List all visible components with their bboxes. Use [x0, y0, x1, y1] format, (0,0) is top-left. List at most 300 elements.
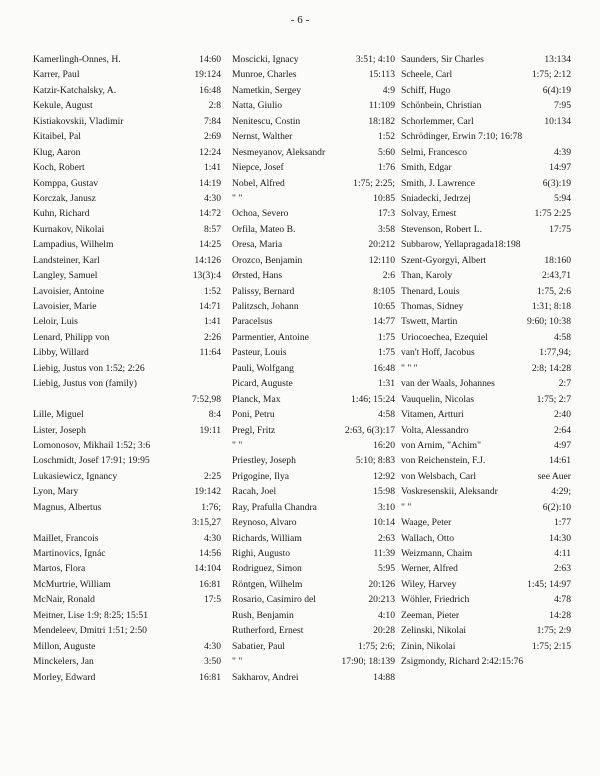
index-entry: [33, 438, 221, 453]
entry-name: Orozco, Benjamin: [232, 254, 303, 266]
index-entry: [33, 330, 221, 345]
entry-reference: 1:77,94;: [539, 347, 571, 359]
entry-name: Volta, Alessandro: [401, 424, 469, 436]
entry-name: Thenard, Louis: [401, 285, 460, 297]
entry-name: Tswett, Martin: [401, 316, 458, 328]
entry-reference: 1:75; 2:9: [536, 625, 571, 637]
index-entry: [232, 237, 395, 252]
entry-reference: 1:75; 2:25;: [353, 177, 395, 189]
index-entry: [232, 531, 395, 546]
index-entry: [33, 654, 221, 669]
index-entry: [232, 222, 395, 237]
index-entry: [33, 206, 221, 221]
entry-reference: 1:45; 14:97: [527, 578, 571, 590]
entry-reference: 2:40: [553, 409, 571, 421]
index-entry: [232, 145, 395, 160]
entry-name: Lukasiewicz, Ignancy: [33, 470, 118, 482]
entry-name: Rush, Benjamin: [232, 609, 294, 621]
entry-reference: 2:63: [553, 563, 571, 575]
index-entry: [401, 392, 571, 407]
entry-reference: 14:77: [373, 316, 395, 328]
entry-name: Katzir-Katchalsky, A.: [33, 84, 117, 96]
entry-reference: 10:65: [373, 301, 395, 312]
entry-reference: 14:126: [194, 254, 221, 266]
entry-name: Moscicki, Ignacy: [232, 54, 299, 65]
index-entry: [401, 330, 571, 345]
entry-name: Klug, Aaron: [33, 146, 81, 158]
index-entry: [401, 129, 571, 144]
entry-reference: 11:109: [368, 100, 395, 112]
index-entry: [33, 623, 221, 638]
entry-name: Zsigmondy, Richard 2:42:15:76: [401, 656, 524, 668]
entry-reference: 2:25: [203, 470, 221, 482]
index-entry: [232, 330, 395, 345]
index-entry: [33, 176, 221, 191]
entry-name: Parmentier, Antoine: [232, 331, 309, 343]
entry-name: Solvay, Ernest: [401, 208, 457, 220]
index-entry: [33, 314, 221, 329]
entry-name: " ": [232, 656, 243, 668]
index-entry: [232, 176, 395, 191]
index-entry: [232, 314, 395, 329]
entry-reference: 1:31; 8:18: [531, 301, 571, 312]
entry-reference: 2:8: [208, 100, 221, 112]
entry-reference: 2:43,71: [541, 270, 571, 282]
entry-name: Weizmann, Chaim: [401, 548, 473, 559]
entry-reference: 9:60; 10:38: [527, 316, 571, 328]
index-entry: [401, 453, 571, 468]
entry-name: Paracelsus: [232, 316, 273, 328]
index-entry: [232, 206, 395, 221]
entry-reference: 17:75: [549, 223, 571, 235]
entry-reference: 1:75; 2:12: [531, 69, 571, 81]
entry-reference: 7:52,98: [191, 393, 221, 405]
index-entry: [33, 608, 221, 623]
entry-name: Langley, Samuel: [33, 270, 98, 282]
entry-reference: 1:75; 2:7: [536, 393, 571, 405]
entry-name: Lenard, Philipp von: [33, 331, 110, 343]
entry-reference: 3:58: [377, 223, 395, 235]
entry-reference: 14:61: [549, 455, 571, 467]
entry-name: Nernst, Walther: [232, 131, 293, 143]
index-entry: [33, 114, 221, 129]
entry-name: Prigogine, Ilya: [232, 470, 290, 482]
index-entry: [401, 160, 571, 175]
index-entry: [401, 500, 571, 515]
entry-reference: 11:39: [373, 548, 395, 559]
entry-name: Lyon, Mary: [33, 486, 79, 498]
entry-name: von Arnim, "Achim": [401, 439, 482, 451]
entry-reference: 2:63, 6(3):17: [344, 424, 395, 436]
entry-name: Nenitescu, Costin: [232, 115, 301, 127]
index-entry: [232, 453, 395, 468]
entry-name: Libby, Willard: [33, 347, 89, 359]
entry-name: Pregl, Fritz: [232, 424, 276, 436]
entry-name: Richards, William: [232, 532, 302, 544]
entry-name: Lille, Miguel: [33, 409, 84, 421]
entry-reference: 8:4: [208, 409, 221, 421]
entry-reference: 7:95: [553, 100, 571, 112]
index-entry: [33, 98, 221, 113]
index-entry: [401, 592, 571, 607]
entry-name: Schrödinger, Erwin 7:10; 16:78: [401, 131, 523, 143]
entry-reference: 2:64: [553, 424, 571, 436]
index-entry: [232, 639, 395, 654]
entry-name: Saunders, Sir Charles: [401, 54, 484, 65]
entry-reference: 14:71: [199, 301, 221, 312]
index-entry: [33, 361, 221, 376]
entry-reference: 12:92: [373, 470, 395, 482]
entry-reference: 13(3):4: [192, 270, 221, 282]
entry-name: [33, 515, 47, 530]
entry-reference: 6(2):10: [542, 501, 571, 513]
entry-reference: 7:84: [203, 115, 221, 127]
entry-reference: 16:48: [199, 84, 221, 96]
entry-reference: 4:30: [203, 532, 221, 544]
entry-reference: 4:78: [553, 594, 571, 606]
entry-reference: 1:75: [377, 347, 395, 359]
entry-name: Ray, Prafulla Chandra: [232, 501, 317, 513]
index-entry: [401, 145, 571, 160]
index-entry: [33, 345, 221, 360]
entry-reference: 17:90; 18:139: [341, 656, 395, 668]
index-entry: [401, 546, 571, 561]
entry-name: Schönbein, Christian: [401, 100, 482, 112]
entry-reference: 4:97: [553, 439, 571, 451]
index-entry: [33, 670, 221, 685]
entry-reference: 13:134: [544, 54, 571, 65]
entry-name: Smith, Edgar: [401, 162, 452, 174]
index-entry: [401, 561, 571, 576]
index-entry: [33, 268, 221, 283]
entry-name: Karrer, Paul: [33, 69, 80, 81]
index-entry: [401, 206, 571, 221]
index-entry: [232, 114, 395, 129]
entry-reference: 17:5: [203, 594, 221, 606]
index-entry: [232, 515, 395, 530]
index-entry: [401, 376, 571, 391]
index-entry: [401, 83, 571, 98]
entry-name: Thomas, Sidney: [401, 301, 464, 312]
entry-reference: 16:81: [199, 578, 221, 590]
entry-name: Maillet, Francois: [33, 532, 99, 544]
index-entry: [401, 114, 571, 129]
entry-reference: 4:9: [382, 84, 395, 96]
entry-reference: 1:75, 2:6: [536, 285, 571, 297]
entry-name: " ": [401, 501, 412, 513]
index-entry: [232, 52, 395, 67]
index-entry: [232, 98, 395, 113]
entry-name: Righi, Augusto: [232, 548, 291, 559]
entry-reference: 10:85: [373, 192, 395, 204]
entry-name: Nesmeyanov, Aleksandr: [232, 146, 326, 158]
index-column-1: [33, 52, 221, 685]
entry-name: von Reichenstein, F.J.: [401, 455, 486, 467]
entry-name: Wiley, Harvey: [401, 578, 457, 590]
entry-reference: 1:76: [377, 162, 395, 174]
entry-name: Palissy, Bernard: [232, 285, 295, 297]
index-entry: [232, 129, 395, 144]
index-entry: [232, 67, 395, 82]
index-entry: [33, 191, 221, 206]
entry-name: Planck, Max: [232, 393, 281, 405]
index-entry: [232, 268, 395, 283]
entry-reference: 14:104: [194, 563, 221, 575]
entry-reference: 14:72: [199, 208, 221, 220]
entry-name: Millon, Auguste: [33, 640, 96, 652]
entry-reference: 5:94: [553, 192, 571, 204]
entry-name: Poni, Petru: [232, 409, 275, 421]
entry-name: von Welsbach, Carl: [401, 470, 476, 482]
entry-name: Lister, Joseph: [33, 424, 86, 436]
entry-name: Sniadecki, Jedrzej: [401, 192, 471, 204]
entry-name: Komppa, Gustav: [33, 177, 99, 189]
entry-name: Niepce, Josef: [232, 162, 284, 174]
index-entry: [401, 299, 571, 314]
entry-name: Picard, Auguste: [232, 378, 293, 390]
index-entry: [232, 191, 395, 206]
entry-name: " ": [232, 192, 243, 204]
entry-reference: 1:31: [377, 378, 395, 390]
entry-name: Zeeman, Pieter: [401, 609, 460, 621]
entry-reference: 14:88: [373, 671, 395, 683]
entry-reference: 4:30: [203, 640, 221, 652]
index-entry: [33, 515, 221, 530]
entry-reference: 17:3: [377, 208, 395, 220]
entry-reference: 16:48: [373, 362, 395, 374]
entry-reference: 8:57: [203, 223, 221, 235]
entry-name: Reynoso, Alvaro: [232, 517, 297, 529]
index-entry: [33, 500, 221, 515]
entry-name: Kuhn, Richard: [33, 208, 90, 220]
index-entry: [232, 500, 395, 515]
entry-name: Lavoisier, Antoine: [33, 285, 105, 297]
entry-reference: 15:98: [373, 486, 395, 498]
index-entry: [33, 237, 221, 252]
entry-name: Nametkin, Sergey: [232, 84, 302, 96]
entry-name: Loschmidt, Josef 17:91; 19:95: [33, 455, 150, 467]
index-entry: [232, 253, 395, 268]
entry-reference: 1:41: [203, 162, 221, 174]
entry-reference: 4:58: [377, 409, 395, 421]
index-entry: [232, 484, 395, 499]
entry-name: Martos, Flora: [33, 563, 86, 575]
entry-reference: 6(4):19: [542, 84, 571, 96]
index-entry: [401, 253, 571, 268]
entry-name: [33, 392, 47, 407]
entry-name: Kurnakov, Nikolai: [33, 223, 105, 235]
entry-reference: 20:28: [373, 625, 395, 637]
entry-name: Stevenson, Robert L.: [401, 223, 483, 235]
entry-name: Leloir, Luis: [33, 316, 78, 328]
index-entry: [33, 145, 221, 160]
index-entry: [232, 561, 395, 576]
entry-name: Meitner, Lise 1:9; 8:25; 15:51: [33, 609, 148, 621]
entry-reference: 16:20: [373, 439, 395, 451]
index-entry: [33, 52, 221, 67]
entry-name: Morley, Edward: [33, 671, 96, 683]
entry-reference: 2:26: [203, 331, 221, 343]
entry-name: Rodriguez, Simon: [232, 563, 302, 575]
entry-name: Kekule, August: [33, 100, 93, 112]
index-entry: [33, 392, 221, 407]
index-entry: [33, 299, 221, 314]
index-entry: [33, 83, 221, 98]
index-entry: [232, 469, 395, 484]
entry-reference: 1:77: [553, 517, 571, 529]
entry-reference: 5:10; 8:83: [355, 455, 395, 467]
index-entry: [401, 407, 571, 422]
index-entry: [33, 67, 221, 82]
index-entry: [33, 453, 221, 468]
index-entry: [401, 52, 571, 67]
entry-reference: 14:60: [199, 54, 221, 65]
entry-name: Ochoa, Severo: [232, 208, 289, 220]
index-entry: [33, 222, 221, 237]
entry-name: " " ": [401, 362, 418, 374]
entry-name: Selmi, Francesco: [401, 146, 468, 158]
entry-name: Nobel, Alfred: [232, 177, 285, 189]
entry-reference: 20:126: [368, 578, 395, 590]
index-entry: [401, 423, 571, 438]
entry-name: Liebig, Justus von (family): [33, 378, 137, 390]
index-entry: [232, 392, 395, 407]
entry-name: Sabatier, Paul: [232, 640, 285, 652]
entry-reference: 12:110: [368, 254, 395, 266]
entry-reference: 14:19: [199, 177, 221, 189]
entry-reference: 4:29;: [551, 486, 571, 498]
entry-name: Zelinski, Nikolai: [401, 625, 467, 637]
entry-name: Minckelers, Jan: [33, 656, 94, 668]
index-entry: [401, 623, 571, 638]
index-entry: [401, 515, 571, 530]
entry-reference: 18:160: [544, 254, 571, 266]
index-entry: [33, 531, 221, 546]
index-entry: [401, 98, 571, 113]
entry-name: Kitaibel, Pal: [33, 131, 81, 143]
entry-name: Orfila, Mateo B.: [232, 223, 296, 235]
entry-reference: 5:95: [377, 563, 395, 575]
entry-reference: 14:28: [549, 609, 571, 621]
index-entry: [33, 639, 221, 654]
entry-reference: 1:41: [203, 316, 221, 328]
entry-reference: 10:14: [373, 517, 395, 529]
entry-reference: 2:7: [558, 378, 571, 390]
index-entry: [232, 670, 395, 685]
index-entry: [33, 592, 221, 607]
index-entry: [401, 67, 571, 82]
entry-reference: 4:39: [553, 146, 571, 158]
index-entry: [33, 160, 221, 175]
index-entry: [232, 160, 395, 175]
entry-reference: 5:60: [377, 146, 395, 158]
index-column-2: [232, 52, 395, 685]
index-entry: [401, 484, 571, 499]
entry-name: Uriocoechea, Ezequiel: [401, 331, 488, 343]
entry-reference: 18:182: [368, 115, 395, 127]
entry-name: Rosario, Casimiro del: [232, 594, 316, 606]
entry-name: Oresa, Maria: [232, 239, 283, 251]
entry-name: Sakharov, Andrei: [232, 671, 299, 683]
entry-name: Palitzsch, Johann: [232, 301, 299, 312]
entry-reference: 4:30: [203, 192, 221, 204]
index-entry: [232, 546, 395, 561]
entry-name: Wallach, Otto: [401, 532, 455, 544]
index-entry: [33, 423, 221, 438]
index-entry: [232, 299, 395, 314]
index-entry: [33, 253, 221, 268]
entry-reference: 1:75; 2:6;: [357, 640, 395, 652]
entry-name: Pasteur, Louis: [232, 347, 287, 359]
entry-name: Lomonosov, Mikhail 1:52; 3:6: [33, 439, 151, 451]
entry-reference: 1:75; 2:15: [531, 640, 571, 652]
entry-reference: 10:134: [544, 115, 571, 127]
index-entry: [33, 469, 221, 484]
entry-reference: 20:213: [368, 594, 395, 606]
entry-reference: 1:46; 15:24: [351, 393, 395, 405]
index-entry: [33, 484, 221, 499]
index-entry: [401, 345, 571, 360]
index-entry: [232, 654, 395, 669]
entry-reference: 19:124: [194, 69, 221, 81]
index-entry: [401, 608, 571, 623]
entry-reference: 2:6: [382, 270, 395, 282]
entry-name: " ": [232, 439, 243, 451]
entry-reference: 2:69: [203, 131, 221, 143]
index-column-3: [401, 52, 571, 670]
entry-name: Wöhler, Friedrich: [401, 594, 470, 606]
entry-name: Rutherford, Ernest: [232, 625, 304, 637]
index-entry: [33, 546, 221, 561]
entry-name: Munroe, Charles: [232, 69, 297, 81]
entry-reference: 4:58: [553, 331, 571, 343]
index-entry: [33, 376, 221, 391]
entry-reference: 19:11: [199, 424, 221, 436]
entry-name: Magnus, Albertus: [33, 501, 102, 513]
entry-reference: 19:142: [194, 486, 221, 498]
index-entry: [401, 191, 571, 206]
index-entry: [401, 237, 571, 252]
entry-name: Smith, J. Lawrence: [401, 177, 476, 189]
entry-name: Schorlemmer, Carl: [401, 115, 474, 127]
entry-name: Lampadius, Wilhelm: [33, 239, 114, 251]
entry-name: Waage, Peter: [401, 517, 452, 529]
index-entry: [232, 438, 395, 453]
entry-reference: 2:8; 14:28: [531, 362, 571, 374]
index-entry: [401, 176, 571, 191]
index-entry: [33, 561, 221, 576]
entry-name: Mendeleev, Dmitri 1:51; 2:50: [33, 625, 147, 637]
index-entry: [401, 654, 571, 669]
entry-name: van der Waals, Johannes: [401, 378, 495, 390]
index-entry: [232, 345, 395, 360]
index-entry: [401, 469, 571, 484]
entry-reference: 3:51; 4:10: [355, 54, 395, 65]
entry-reference: 15:113: [368, 69, 395, 81]
entry-name: McMurtrie, William: [33, 578, 111, 590]
entry-reference: see Auer: [537, 470, 571, 482]
entry-name: Ørsted, Hans: [232, 270, 283, 282]
entry-name: Pauli, Wolfgang: [232, 362, 294, 374]
entry-reference: 1:76;: [201, 501, 221, 513]
entry-name: Kistiakovskii, Vladimir: [33, 115, 124, 127]
index-entry: [232, 577, 395, 592]
index-entry: [401, 268, 571, 283]
entry-reference: 3:50: [203, 656, 221, 668]
index-entry: [232, 407, 395, 422]
entry-reference: 1:75 2:25: [534, 208, 571, 220]
index-entry: [232, 592, 395, 607]
